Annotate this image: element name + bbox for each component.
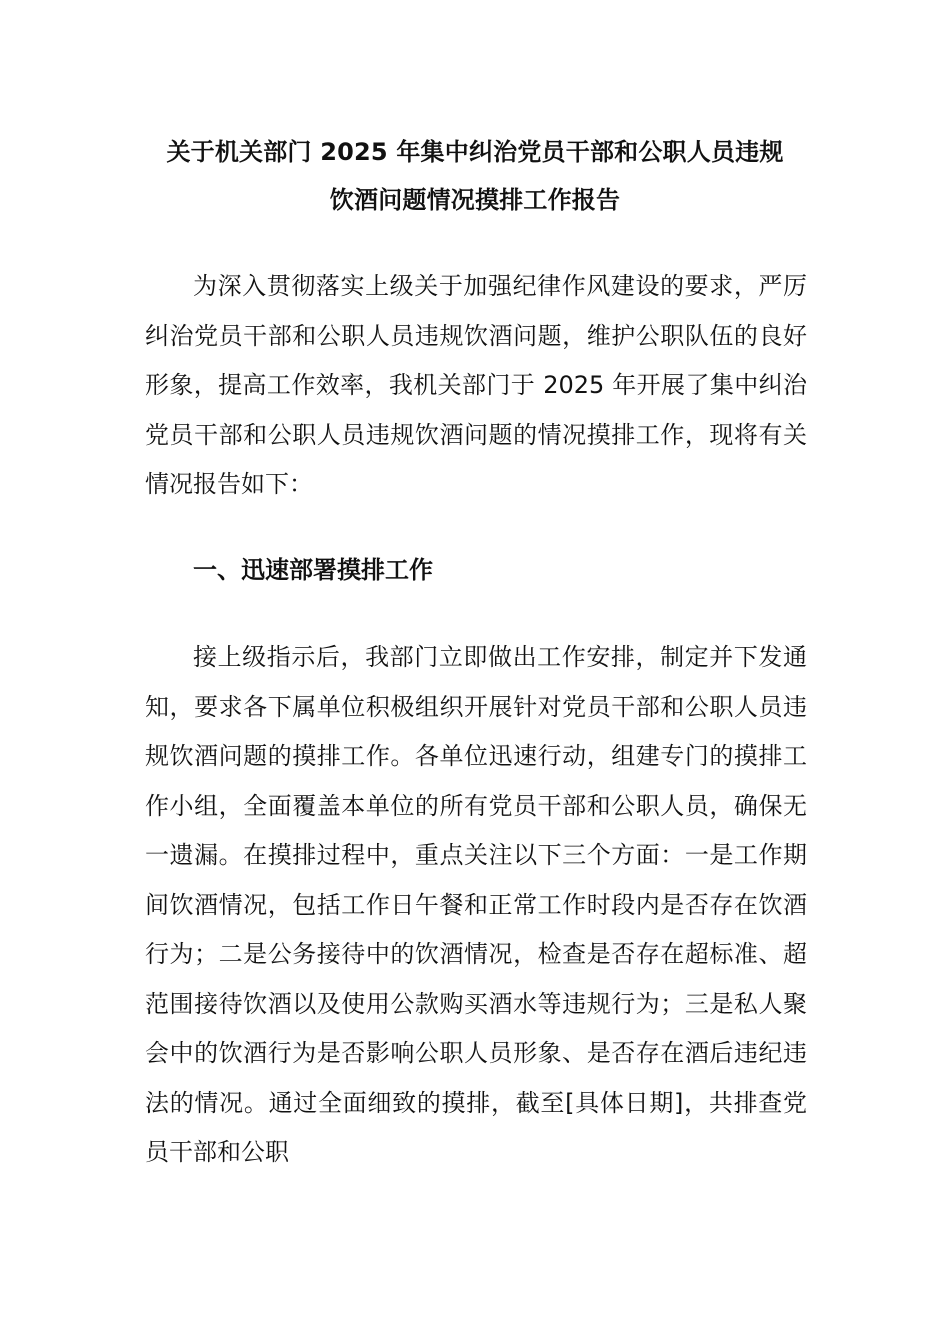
title-line-2: 饮酒问题情况摸排工作报告 [329, 186, 621, 214]
document-title [145, 128, 805, 224]
section-heading-1: 一、迅速部署摸排工作 [193, 556, 433, 584]
title-line-1: 关于机关部门 2025 年集中纠治党员干部和公职人员违规 [166, 138, 784, 166]
intro-paragraph: 为深入贯彻落实上级关于加强纪律作风建设的要求，严厉纠治党员干部和公职人员违规饮酒问题，维护公职队伍的良好形象，提高工作效率，我机关部门于 2025 年开展了集中纠治党员干部和公职人员违规饮酒问题的情况摸排工作，现将有关情况报告如下： [145, 272, 807, 498]
body-paragraph-1: 接上级指示后，我部门立即做出工作安排，制定并下发通知，要求各下属单位积极组织开展针对党员干部和公职人员违规饮酒问题的摸排工作。各单位迅速行动，组建专门的摸排工作小组，全面覆盖本单位的所有党员干部和公职人员，确保无一遗漏。在摸排过程中，重点关注以下三个方面：一是工作期间饮酒情况，包括工作日午餐和正常工作时段内是否存在饮酒行为；二是公务接待中的饮酒情况，检查是否存在超标准、超范围接待饮酒以及使用公款购买酒水等违规行为；三是私人聚会中的饮酒行为是否影响公职人员形象、是否存在酒后违纪违法的情况。通过全面细致的摸排，截至[具体日期]，共排查党员干部和公职 [145, 643, 807, 1166]
